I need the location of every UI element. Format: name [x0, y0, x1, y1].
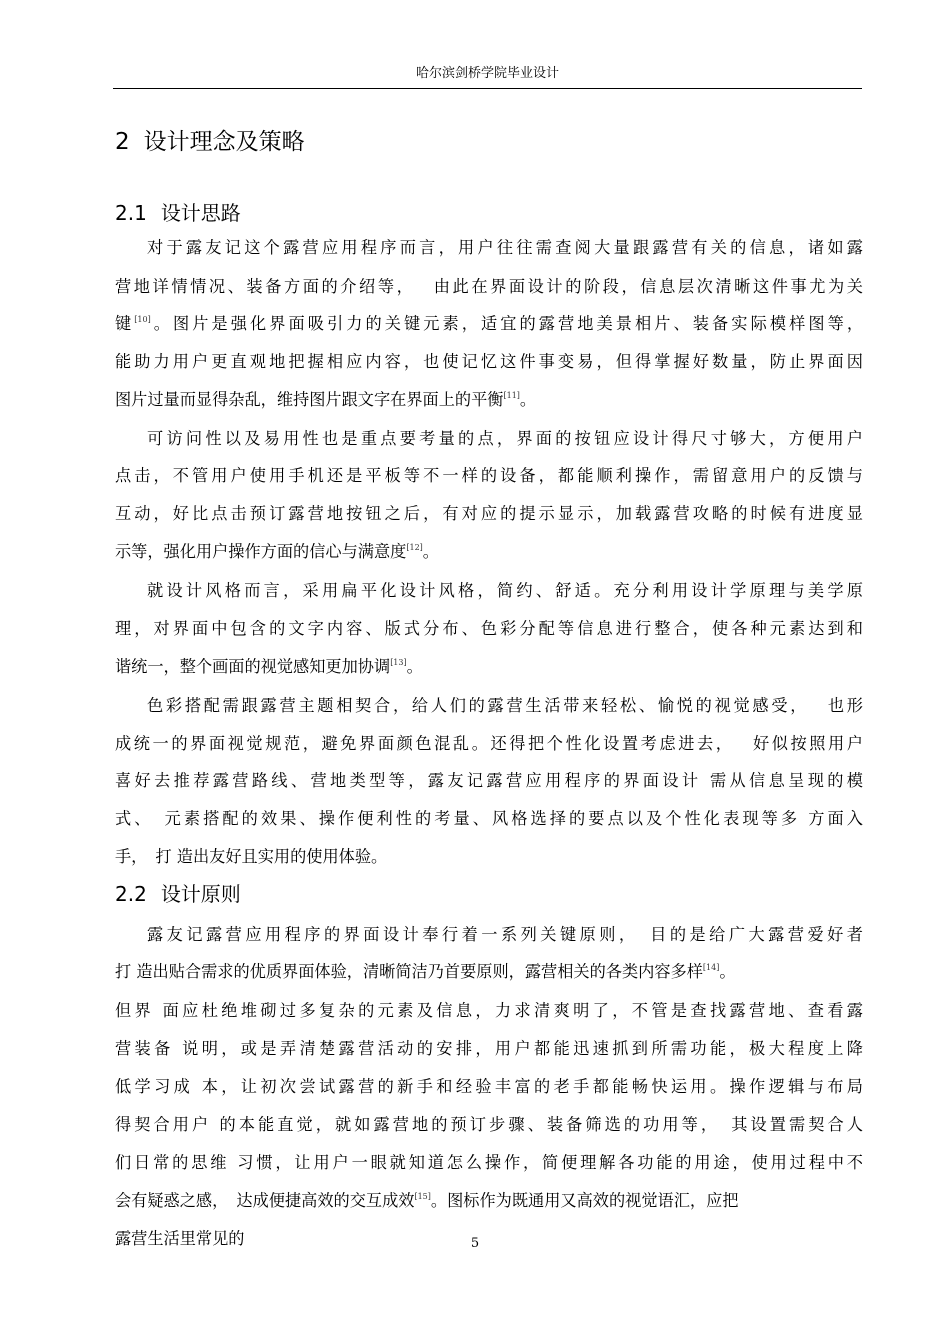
paragraph-line: 手， 打 造出友好且实用的使用体验。 [115, 847, 388, 866]
page-header: 哈尔滨剑桥学院毕业设计 [113, 64, 862, 89]
paragraph-line: 可访问性以及易用性也是重点要考量的点，界面的按钮应设计得尺寸够大，方便用户 [147, 429, 863, 448]
paragraph-line: 们日常的思维 习惯，让用户一眼就知道怎么操作，简便理解各功能的用途，使用过程中不 [115, 1153, 863, 1172]
paragraph-line: 图片过量而显得杂乱，维持图片跟文字在界面上的平衡[11]。 [115, 390, 537, 409]
section-heading-2-1 [115, 198, 241, 228]
paragraph-line: 对于露友记这个露营应用程序而言，用户往往需查阅大量跟露营有关的信息，诸如露 [147, 238, 863, 257]
paragraph-line: 低学习成 本，让初次尝试露营的新手和经验丰富的老手都能畅快运用。操作逻辑与布局 [115, 1077, 863, 1096]
paragraph-line: 喜好去推荐露营路线、营地类型等，露友记露营应用程序的界面设计 需从信息呈现的模 [115, 771, 863, 790]
paragraph-line: 营装备 说明，或是弄清楚露营活动的安排，用户都能迅速抓到所需功能，极大程度上降 [115, 1039, 863, 1058]
citation: [12] [406, 543, 423, 552]
paragraph-line: 互动，好比点击预订露营地按钮之后，有对应的提示显示，加载露营攻略的时候有进度显 [115, 504, 863, 523]
citation: [15] [414, 1192, 431, 1201]
paragraph-line: 能助力用户更直观地把握相应内容，也使记忆这件事变易，但得掌握好数量，防止界面因 [115, 352, 863, 371]
citation: [13] [390, 658, 407, 667]
paragraph-line: 式、 元素搭配的效果、操作便利性的考量、风格选择的要点以及个性化表现等多 方面入 [115, 809, 863, 828]
paragraph-line: 键[10]。图片是强化界面吸引力的关键元素，适宜的露营地美景相片、装备实际模样图等， [115, 314, 864, 333]
section-number: 2.1 [115, 201, 147, 225]
section-heading-2-2 [115, 879, 241, 909]
citation: [11] [503, 391, 520, 400]
section-number: 2.2 [115, 882, 147, 906]
paragraph-line: 得契合用户 的本能直觉，就如露营地的预订步骤、装备筛选的功用等， 其设置需契合人 [115, 1115, 863, 1134]
paragraph-line: 就设计风格而言，采用扁平化设计风格，简约、舒适。充分利用设计学原理与美学原 [147, 581, 863, 600]
paragraph-line: 但界 面应杜绝堆砌过多复杂的元素及信息，力求清爽明了，不管是查找露营地、查看露 [115, 1001, 863, 1020]
paragraph-line: 露友记露营应用程序的界面设计奉行着一系列关键原则， 目的是给广大露营爱好者 [147, 925, 863, 944]
section-title: 设计原则 [160, 882, 241, 906]
chapter-title: 设计理念及策略 [143, 129, 305, 155]
paragraph-line: 打 造出贴合需求的优质界面体验，清晰简洁乃首要原则，露营相关的各类内容多样[14]。 [115, 962, 736, 981]
page-number: 5 [470, 1236, 480, 1251]
citation: [10] [134, 315, 151, 324]
paragraph-line: 点击，不管用户使用手机还是平板等不一样的设备，都能顺利操作，需留意用户的反馈与 [115, 466, 863, 485]
paragraph-line: 营地详情情况、装备方面的介绍等， 由此在界面设计的阶段，信息层次清晰这件事尤为关 [115, 277, 863, 296]
paragraph-line: 色彩搭配需跟露营主题相契合，给人们的露营生活带来轻松、愉悦的视觉感受， 也形 [147, 696, 863, 715]
chapter-number: 2 [115, 129, 130, 155]
paragraph-line: 理，对界面中包含的文字内容、版式分布、色彩分配等信息进行整合，使各种元素达到和 [115, 619, 863, 638]
paragraph-line: 谐统一，整个画面的视觉感知更加协调[13]。 [115, 657, 423, 676]
section-title: 设计思路 [160, 201, 241, 225]
citation: [14] [702, 963, 720, 972]
chapter-heading [115, 125, 305, 159]
paragraph-line: 会有疑惑之感， 达成便捷高效的交互成效[15]。图标作为既通用又高效的视觉语汇，应把 [115, 1191, 739, 1210]
paragraph-line: 成统一的界面视觉规范，避免界面颜色混乱。还得把个性化设置考虑进去， 好似按照用户 [115, 734, 863, 753]
paragraph-line: 露营生活里常见的 [115, 1229, 245, 1248]
paragraph-line: 示等，强化用户操作方面的信心与满意度[12]。 [115, 542, 439, 561]
